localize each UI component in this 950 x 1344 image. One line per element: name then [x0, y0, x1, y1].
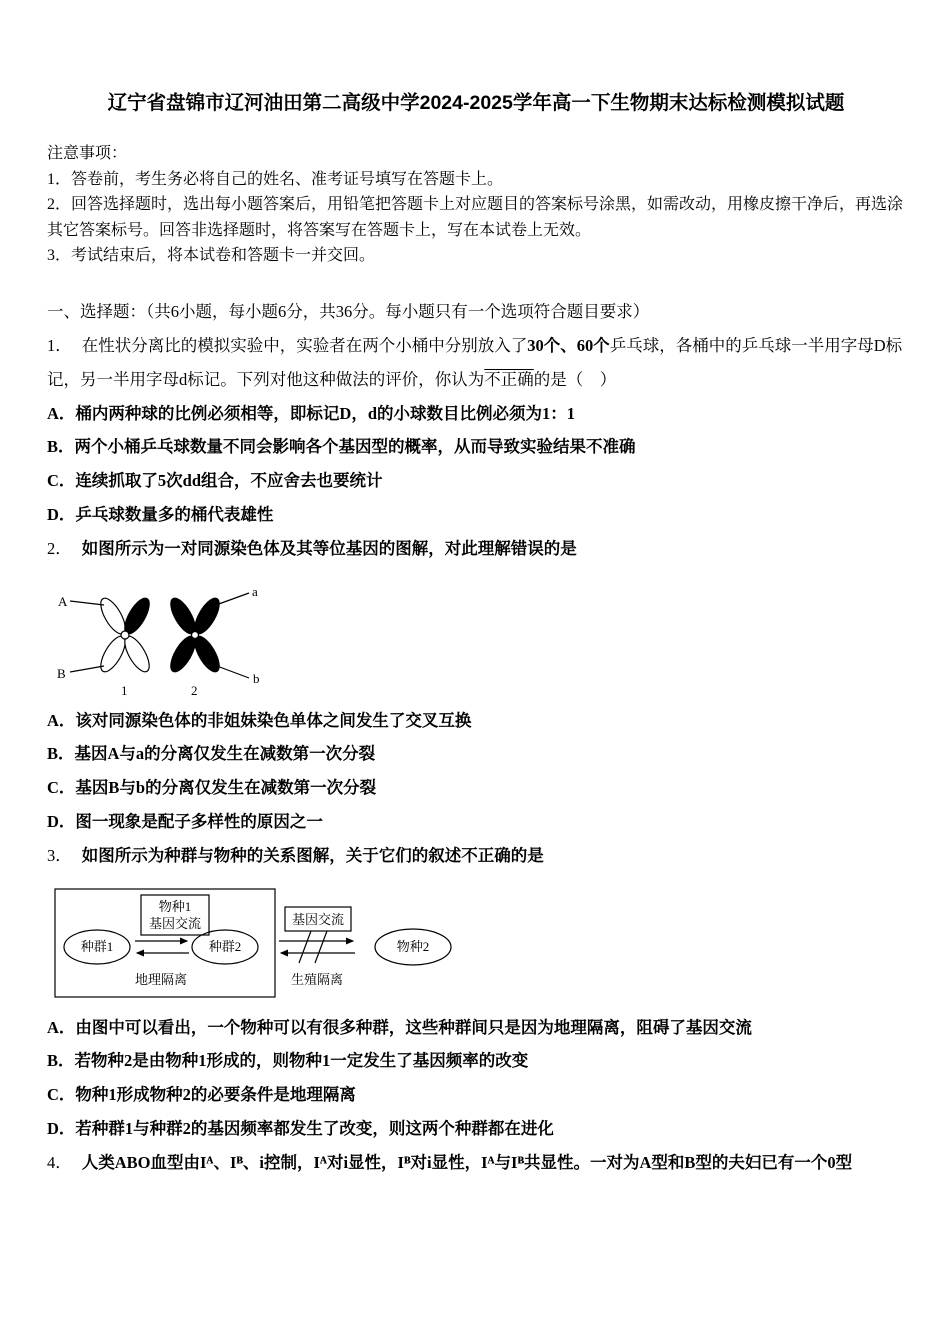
question-1-option-c: C．连续抓取了5次dd组合，不应舍去也要统计 [47, 471, 383, 491]
gene-label-B: B [57, 665, 66, 681]
question-1-stem-emphasis: 不正确 [484, 369, 534, 389]
chromosome-figure [53, 574, 905, 700]
chromosome-figure-svg [53, 574, 267, 700]
question-1-stem [47, 329, 905, 397]
reproductive-isolation-label: 生殖隔离 [290, 971, 344, 987]
question-3-stem [47, 839, 905, 873]
question-1-stem-text-2: 乒乓球，各桶中的乒乓球一半用字母D标记，另一半用字母d标记。下列对他这种做法的评价，你认为 [47, 335, 903, 389]
gene-label-b: b [253, 670, 260, 686]
species-population-figure [53, 881, 905, 1007]
question-3-number: 3． [47, 845, 72, 865]
question-3-option-b: B．若物种2是由物种1形成的，则物种1一定发生了基因频率的改变 [47, 1051, 529, 1071]
gene-flow-right-label: 基因交流 [291, 911, 345, 927]
question-2-option-c: C．基因B与b的分离仅发生在减数第一次分裂 [47, 778, 377, 798]
question-2-option-d: D．图一现象是配子多样性的原因之一 [47, 812, 323, 831]
notice-section [47, 141, 905, 269]
chromosome-number-1: 1 [121, 682, 128, 698]
population-2-label: 种群2 [208, 938, 242, 954]
question-4-number: 4． [47, 1152, 72, 1172]
gene-flow-top-label: 基因交流 [148, 915, 202, 931]
question-3-option-d: D．若种群1与种群2的基因频率都发生了改变，则这两个种群都在进化 [47, 1119, 554, 1139]
question-3-option-a: A．由图中可以看出，一个物种可以有很多种群，这些种群间只是因为地理隔离，阻碍了基因交流 [47, 1017, 752, 1037]
question-1-stem-bold: 30个、60个 [527, 335, 610, 355]
species-population-figure-svg [53, 881, 485, 1007]
question-2-stem-text: 如图所示为一对同源染色体及其等位基因的图解，对此理解错误的是 [81, 538, 577, 558]
section-heading: 一、选择题：（共6小题，每小题6分，共36分。每小题只有一个选项符合题目要求） [47, 302, 650, 322]
question-1 [47, 329, 905, 532]
question-3 [47, 839, 905, 1146]
question-3-option-c: C．物种1形成物种2的必要条件是地理隔离 [47, 1085, 356, 1105]
notice-heading: 注意事项： [47, 145, 128, 163]
question-4-stem-text: 人类ABO血型由Iᴬ、Iᴮ、i控制，Iᴬ对i显性，Iᴮ对i显性，Iᴬ与Iᴮ共显性。一对为A型和B型的夫妇已有一个0型 [81, 1152, 853, 1172]
question-2-option-a: A．该对同源染色体的非姐妹染色单体之间发生了交叉互换 [47, 710, 472, 730]
pointer-line [216, 593, 249, 605]
question-4-stem [47, 1146, 905, 1180]
pointer-line [70, 666, 104, 672]
question-1-option-b: B．两个小桶乒乓球数量不同会影响各个基因型的概率，从而导致实验结果不准确 [47, 437, 636, 457]
question-1-stem-text: 在性状分离比的模拟实验中，实验者在两个小桶中分别放入了 [81, 335, 528, 355]
question-1-stem-text-3: 的是（ ） [533, 369, 617, 389]
question-2-number: 2． [47, 538, 72, 558]
block-slash [315, 931, 327, 963]
notice-item-3: 3．考试结束后，将本试卷和答题卡一并交回。 [47, 247, 376, 265]
gene-label-a: a [252, 583, 258, 599]
species-1-label: 物种1 [158, 898, 192, 914]
chromosome-number-2: 2 [191, 682, 198, 698]
question-2 [47, 532, 905, 839]
block-slash [299, 931, 311, 963]
question-1-option-d: D．乒乓球数量多的桶代表雄性 [47, 504, 274, 524]
question-1-number: 1． [47, 335, 72, 355]
geographic-isolation-label: 地理隔离 [134, 971, 188, 987]
question-2-option-b: B．基因A与a的分离仅发生在减数第一次分裂 [47, 744, 376, 764]
notice-item-2: 2．回答选择题时，选出每小题答案后，用铅笔把答题卡上对应题目的答案标号涂黑，如需改动，用橡皮擦干净后，再选涂其它答案标号。回答非选择题时，将答案写在答题卡上，写在本试卷上无效。 [47, 196, 904, 239]
notice-item-1: 1．答卷前，考生务必将自己的姓名、准考证号填写在答题卡上。 [47, 170, 504, 188]
page-title: 辽宁省盘锦市辽河油田第二高级中学2024-2025学年高一下生物期末达标检测模拟试题 [107, 92, 845, 114]
pointer-line [217, 666, 249, 678]
question-3-stem-text: 如图所示为种群与物种的关系图解，关于它们的叙述不正确的是 [81, 845, 544, 865]
gene-label-A: A [58, 593, 68, 609]
centromere [121, 631, 129, 639]
question-4 [47, 1146, 905, 1180]
question-2-stem [47, 532, 905, 566]
population-1-label: 种群1 [80, 938, 114, 954]
pointer-line [70, 601, 104, 605]
question-1-option-a: A．桶内两种球的比例必须相等，即标记D，d的小球数目比例必须为1：1 [47, 403, 576, 423]
centromere [192, 631, 199, 638]
species-2-label: 物种2 [396, 938, 430, 954]
